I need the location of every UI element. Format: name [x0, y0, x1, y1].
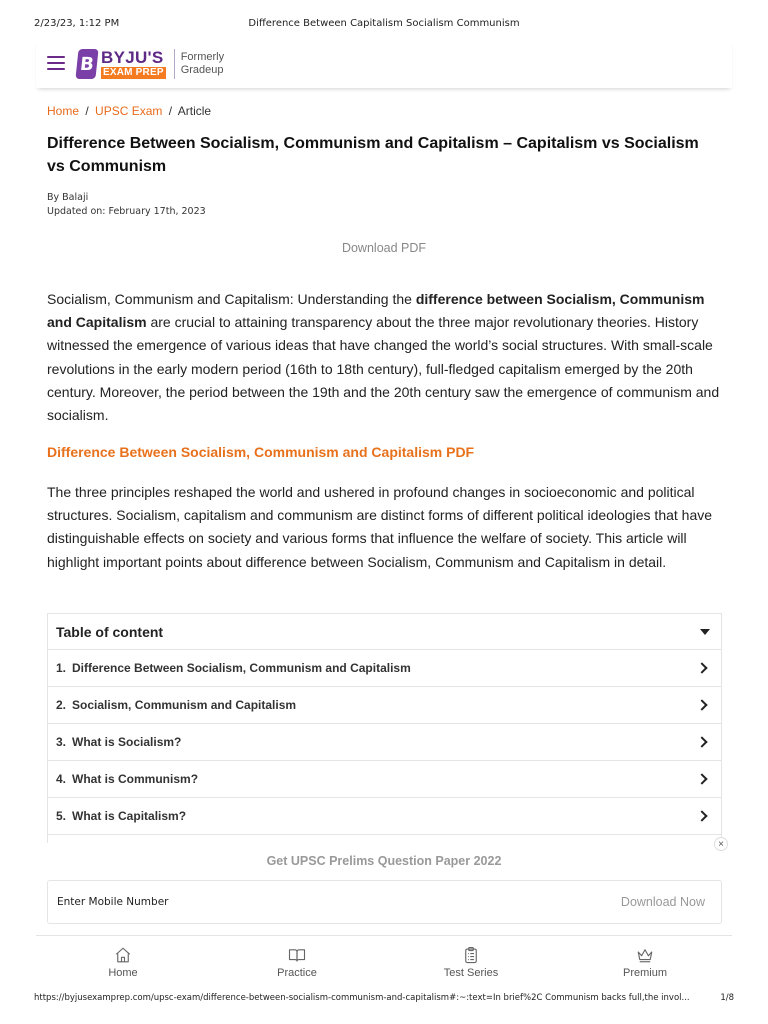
toc-item[interactable] [48, 687, 721, 724]
toc-title: Table of content [56, 623, 164, 640]
chevron-right-icon [696, 773, 707, 784]
toc-item-label: What is Capitalism? [72, 809, 187, 823]
nav-label: Practice [277, 967, 317, 979]
toc-item-label: What is Communism? [72, 772, 199, 786]
nav-label: Home [108, 967, 138, 979]
formerly-gradeup [181, 51, 224, 77]
home-icon [114, 946, 132, 964]
close-icon[interactable]: × [714, 837, 728, 851]
logo-line2: EXAM PREP [103, 67, 164, 78]
bottom-navigation [36, 935, 732, 989]
article-byline [47, 191, 206, 219]
site-header [36, 40, 732, 88]
nav-home[interactable] [36, 936, 210, 989]
toc-item-label: What is Socialism? [72, 735, 182, 749]
article-author: By Balaji [47, 192, 89, 203]
promo-form [47, 880, 722, 924]
print-footer [34, 993, 734, 1005]
nav-practice[interactable] [210, 936, 384, 989]
formerly-line1: Formerly [180, 51, 225, 63]
print-page-number: 1/8 [720, 993, 734, 1003]
intro-text-start: Socialism, Communism and Capitalism: Understanding the [47, 291, 416, 307]
toc-header[interactable] [48, 614, 721, 650]
chevron-right-icon [696, 699, 707, 710]
nav-label: Test Series [443, 967, 499, 979]
clipboard-icon [462, 946, 480, 964]
intro-text-end: are crucial to attaining transparency about the three major revolutionary theories. History witnessed the emergence of various ideas that have changed the world’s social structures. With small-scale revolutions in the early modern period (16th to 18th century), full-fledged capitalism emerged by the 20th century. Moreover, the period between the 19th and the 20th century saw the emergence of communism and socialism. [47, 314, 720, 424]
chevron-right-icon [696, 810, 707, 821]
caret-down-icon [700, 629, 710, 635]
breadcrumb [47, 104, 211, 118]
toc-item-label: Difference Between Socialism, Communism and Capitalism [72, 661, 411, 675]
chevron-right-icon [696, 662, 707, 673]
mobile-number-input[interactable] [57, 896, 357, 908]
formerly-line2: Gradeup [180, 64, 224, 76]
chevron-right-icon [696, 736, 707, 747]
logo-divider [174, 49, 175, 79]
print-doc-title: Difference Between Capitalism Socialism Communism [248, 18, 520, 29]
toc-item[interactable] [48, 724, 721, 761]
nav-premium[interactable] [558, 936, 732, 989]
breadcrumb-current: Article [177, 104, 212, 118]
breadcrumb-separator: / [168, 104, 173, 118]
body-paragraph: The three principles reshaped the world and ushered in profound changes in socioeconomic and political structures. Socialism, capitalism and communism are distinct forms of different political ideologies that have distinguishable effects on society and various forms that influence the welfare of society. This article will highlight important points about difference between Socialism, Communism and Capitalism in detail. [47, 484, 713, 570]
toc-item[interactable] [48, 761, 721, 798]
logo-text [101, 49, 166, 79]
table-of-contents [47, 613, 722, 843]
download-now-button[interactable]: Download Now [620, 895, 705, 909]
pdf-section-heading[interactable]: Difference Between Socialism, Communism and Capitalism PDF [47, 444, 475, 460]
download-pdf-link[interactable]: Download PDF [341, 241, 427, 255]
print-url: https://byjusexamprep.com/upsc-exam/difference-between-socialism-communism-and-capitalism#:~:text=In brief%2C Communism backs full,the invol... [34, 993, 690, 1003]
print-header [34, 18, 734, 32]
toc-item-number: 3. [56, 735, 67, 749]
nav-label: Premium [622, 967, 667, 979]
crown-icon [636, 946, 654, 964]
toc-item-number: 5. [56, 809, 67, 823]
question-paper-promo-banner [36, 838, 732, 935]
book-icon [288, 946, 306, 964]
intro-paragraph [47, 288, 727, 427]
breadcrumb-separator: / [85, 104, 89, 118]
print-datetime: 2/23/23, 1:12 PM [34, 18, 120, 29]
intro-bold-text: difference between Socialism, Communism and Capitalism [47, 291, 705, 331]
nav-test-series[interactable] [384, 936, 558, 989]
toc-item-label: Socialism, Communism and Capitalism [72, 698, 297, 712]
breadcrumb-upsc-link[interactable]: UPSC Exam [95, 104, 163, 118]
toc-item[interactable] [48, 798, 721, 835]
article-title: Difference Between Socialism, Communism and Capitalism – Capitalism vs Socialism vs Communism [47, 135, 699, 175]
toc-item-number: 1. [56, 661, 67, 675]
promo-title: Get UPSC Prelims Question Paper 2022 [266, 854, 502, 868]
byjus-logo[interactable] [77, 46, 224, 82]
hamburger-menu-icon[interactable] [47, 56, 65, 70]
toc-item-number: 2. [56, 698, 67, 712]
logo-mark: B [75, 49, 98, 79]
article-updated-date: Updated on: February 17th, 2023 [47, 206, 206, 217]
toc-item[interactable] [48, 650, 721, 687]
logo-line1: BYJU'S [101, 48, 164, 67]
toc-item-number: 4. [56, 772, 67, 786]
breadcrumb-home-link[interactable]: Home [47, 104, 80, 118]
